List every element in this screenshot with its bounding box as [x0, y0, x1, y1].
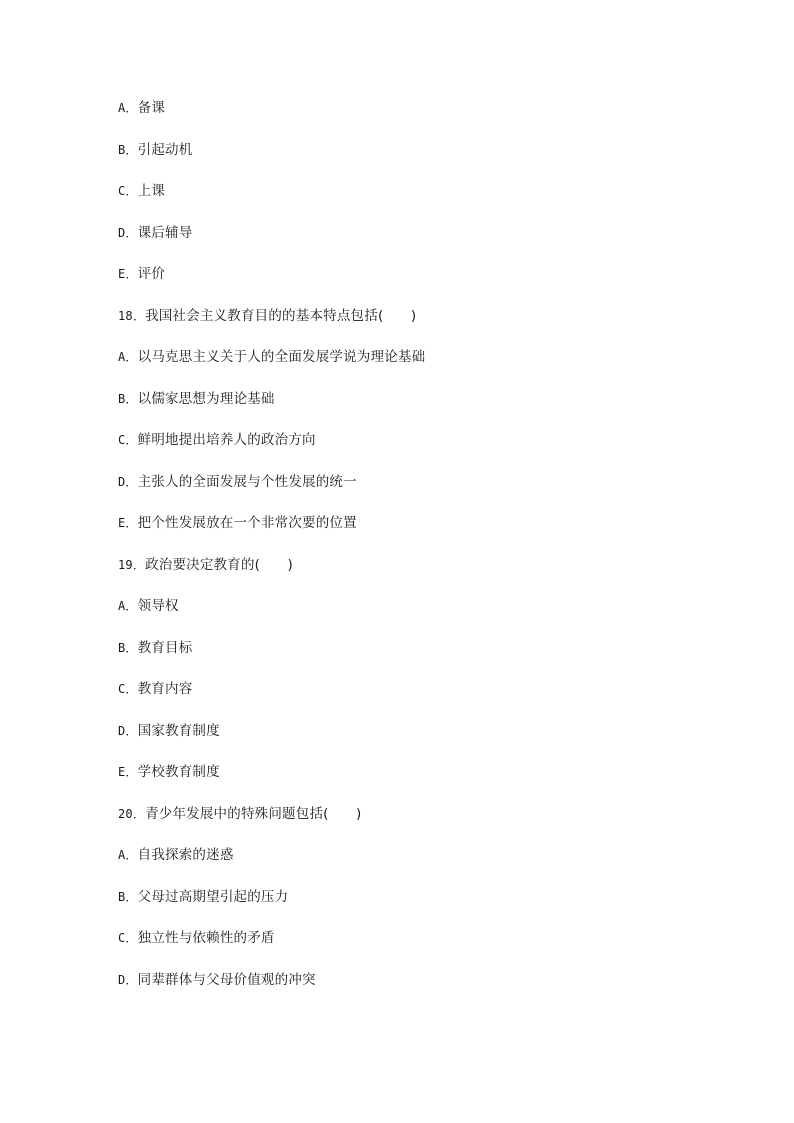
- option-line: [118, 99, 165, 117]
- option-text: 国家教育制度: [137, 723, 220, 739]
- question-line: [118, 307, 416, 325]
- option-line: [118, 182, 165, 200]
- option-prefix: C．: [118, 931, 138, 945]
- option-prefix: C．: [118, 184, 138, 198]
- question-line: [118, 556, 293, 574]
- option-line: [118, 722, 220, 740]
- question-number: 20．: [118, 807, 146, 821]
- option-prefix: E．: [118, 516, 138, 530]
- option-line: [118, 348, 425, 366]
- option-line: [118, 141, 192, 159]
- option-line: [118, 971, 316, 989]
- option-text: 父母过高期望引起的压力: [137, 889, 289, 905]
- option-line: [118, 763, 220, 781]
- option-text: 评价: [137, 266, 166, 282]
- option-line: [118, 473, 357, 491]
- question-line: [118, 805, 362, 823]
- option-prefix: A．: [118, 599, 138, 613]
- option-text: 领导权: [137, 598, 179, 614]
- option-text: 自我探索的迷惑: [137, 847, 234, 863]
- option-text: 把个性发展放在一个非常次要的位置: [137, 515, 357, 531]
- option-prefix: D．: [118, 973, 138, 987]
- option-prefix: B．: [118, 641, 138, 655]
- option-prefix: D．: [118, 475, 138, 489]
- option-line: [118, 680, 192, 698]
- option-prefix: B．: [118, 143, 138, 157]
- option-line: [118, 846, 234, 864]
- question-text: 青少年发展中的特殊问题包括( ): [145, 806, 362, 822]
- option-line: [118, 514, 357, 532]
- option-prefix: A．: [118, 101, 138, 115]
- option-prefix: C．: [118, 682, 138, 696]
- option-text: 课后辅导: [137, 225, 193, 241]
- option-line: [118, 888, 288, 906]
- option-prefix: A．: [118, 350, 138, 364]
- option-text: 鲜明地提出培养人的政治方向: [137, 432, 316, 448]
- option-text: 同辈群体与父母价值观的冲突: [137, 972, 316, 988]
- option-prefix: C．: [118, 433, 138, 447]
- question-text: 政治要决定教育的( ): [145, 557, 293, 573]
- option-text: 备课: [137, 100, 166, 116]
- option-text: 引起动机: [137, 142, 193, 158]
- option-text: 主张人的全面发展与个性发展的统一: [137, 474, 357, 490]
- option-prefix: D．: [118, 724, 138, 738]
- option-text: 以马克思主义关于人的全面发展学说为理论基础: [137, 349, 426, 365]
- option-prefix: E．: [118, 765, 138, 779]
- option-line: [118, 597, 179, 615]
- option-text: 教育内容: [137, 681, 193, 697]
- option-prefix: E．: [118, 267, 138, 281]
- option-text: 教育目标: [137, 640, 193, 656]
- option-text: 以儒家思想为理论基础: [137, 391, 275, 407]
- option-line: [118, 431, 316, 449]
- option-text: 学校教育制度: [137, 764, 220, 780]
- option-line: [118, 390, 275, 408]
- option-prefix: A．: [118, 848, 138, 862]
- option-text: 独立性与依赖性的矛盾: [137, 930, 275, 946]
- option-line: [118, 639, 192, 657]
- question-number: 18．: [118, 309, 146, 323]
- question-number: 19．: [118, 558, 146, 572]
- option-line: [118, 929, 275, 947]
- option-line: [118, 265, 165, 283]
- option-prefix: B．: [118, 392, 138, 406]
- question-text: 我国社会主义教育目的的基本特点包括( ): [145, 308, 417, 324]
- option-text: 上课: [137, 183, 166, 199]
- option-line: [118, 224, 192, 242]
- option-prefix: B．: [118, 890, 138, 904]
- option-prefix: D．: [118, 226, 138, 240]
